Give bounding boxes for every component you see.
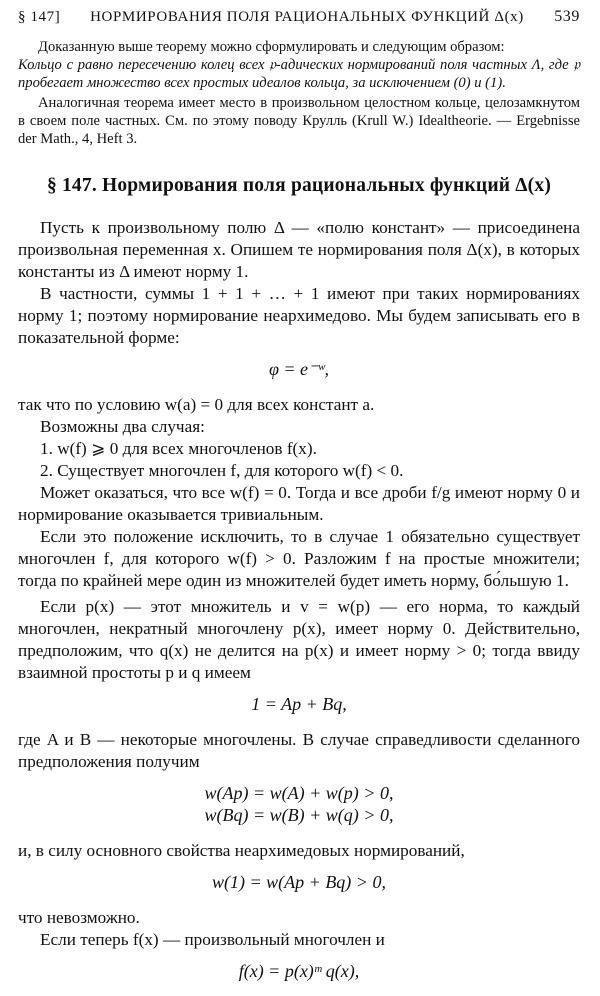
- formula-line: w(Ap) = w(A) + w(p) > 0,: [204, 783, 394, 803]
- case-item: 2. Существует многочлен f, для которого w(f) < 0.: [40, 461, 404, 480]
- page-number: 539: [554, 8, 580, 25]
- paragraph: Если p(x) — этот множитель и v = w(p) — его норма, то каждый многочлен, некратный многочлену p(x), имеет норму 0. Действительно, предположим, что q(x) не делится на p(x) и имеет норму > 0; тогда ввиду взаимной простоты p и q имеем: [18, 597, 580, 682]
- paragraph: Если теперь f(x) — произвольный многочлен и: [40, 930, 385, 949]
- paragraph: Может оказаться, что все w(f) = 0. Тогда и все дроби f/g имеют норму 0 и нормирование оказывается тривиальным.: [18, 483, 580, 524]
- running-head-section: § 147]: [18, 9, 61, 25]
- paragraph: Если это положение исключить, то в случае 1 обязательно существует многочлен f, для которого w(f) > 0. Разложим f на простые множители; тогда по крайней мере один из множителей будет иметь норму, бо́льшую 1.: [18, 527, 580, 590]
- paragraph: В частности, суммы 1 + 1 + … + 1 имеют при таких нормированиях норму 1; поэтому нормирование неархимедово. Мы будем записывать его в показательной форме:: [18, 284, 580, 347]
- book-page: [18, 8, 580, 996]
- paragraph: так что по условию w(a) = 0 для всех констант a.: [18, 395, 375, 414]
- running-head: [18, 8, 580, 38]
- formula-group: [18, 782, 580, 826]
- paragraph: Возможны два случая:: [40, 417, 205, 436]
- paragraph: и, в силу основного свойства неархимедовых нормирований,: [18, 841, 465, 860]
- theorem-statement: [18, 56, 580, 92]
- intro-line: Доказанную выше теорему можно сформулировать и следующим образом:: [38, 39, 505, 55]
- remark-paragraph: Аналогичная теорема имеет место в произвольном целостном кольце, целозамкнутом в своем поле частных. См. по этому поводу Крулль (Krull W.) Idealtheorie. — Ergebnisse der Math., 4, Heft 3.: [18, 95, 580, 147]
- formula-contradiction: w(1) = w(Ap + Bq) > 0,: [212, 872, 386, 892]
- formula-bezout: 1 = Ap + Bq,: [251, 694, 347, 714]
- section-title: § 147. Нормирования поля рациональных функций Δ(x): [46, 175, 552, 196]
- paragraph: Пусть к произвольному полю Δ — «полю констант» — присоединена произвольная переменная x. Опишем те нормирования поля Δ(x), в которых константы из Δ имеют норму 1.: [18, 218, 580, 281]
- paragraph: где A и B — некоторые многочлены. В случае справедливости сделанного предположения получим: [18, 730, 580, 771]
- case-item: 1. w(f) ⩾ 0 для всех многочленов f(x).: [40, 439, 317, 458]
- theorem-text: Кольцо с равно пересечению колец всех 𝔭-адических нормирований поля частных Λ, где 𝔭 пробегает множество всех простых идеалов кольца, за исключением (0) и (1).: [18, 57, 580, 91]
- formula-factorization: f(x) = p(x)ᵐ q(x),: [238, 961, 360, 981]
- formula-line: w(Bq) = w(B) + w(q) > 0,: [204, 805, 394, 825]
- paragraph: что невозможно.: [18, 908, 140, 927]
- formula-exponential-form: φ = e⁻ʷ,: [268, 359, 330, 379]
- running-head-title: НОРМИРОВАНИЯ ПОЛЯ РАЦИОНАЛЬНЫХ ФУНКЦИЙ Δ(x): [90, 9, 524, 25]
